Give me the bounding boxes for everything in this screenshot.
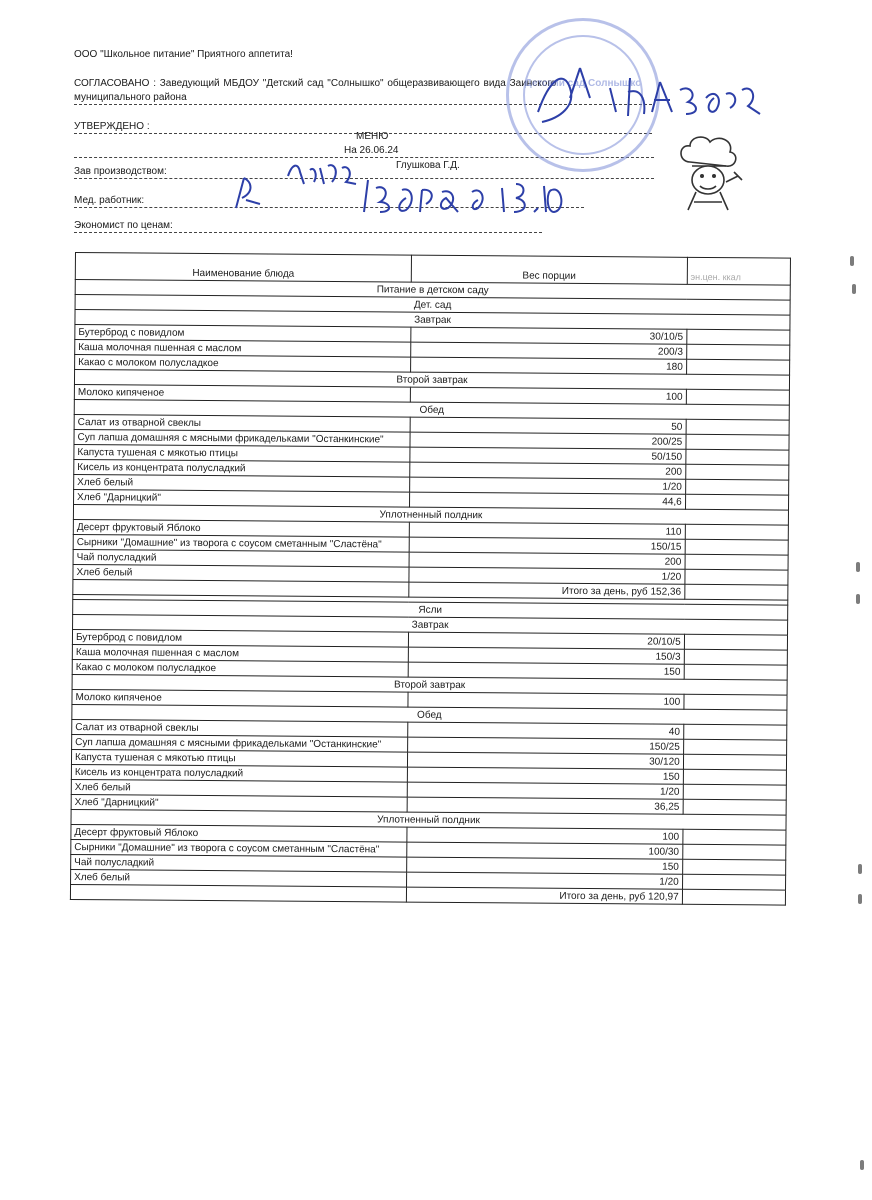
dish-price	[686, 419, 789, 435]
dish-price	[684, 634, 787, 650]
production-label: Зав производством:	[74, 166, 167, 177]
dish-name: Каша молочная пшенная с маслом	[72, 644, 408, 662]
dish-weight: 1/20	[410, 477, 686, 494]
menu-title: МЕНЮ	[356, 131, 389, 142]
dish-price	[683, 784, 786, 800]
dish-price	[685, 464, 788, 480]
dish-name: Десерт фруктовый Яблоко	[71, 824, 407, 842]
dish-price	[685, 494, 788, 510]
dish-name: Кисель из концентрата полусладкий	[71, 764, 407, 782]
dish-weight: 44,6	[409, 492, 685, 509]
dish-weight: 100	[408, 692, 684, 709]
col-price-label: эн.цен. ккал	[690, 271, 742, 283]
production-name: Глушкова Г.Д.	[396, 160, 460, 171]
dish-name: Хлеб белый	[74, 474, 410, 492]
scan-speck	[856, 594, 860, 604]
dish-weight: 150/15	[409, 537, 685, 554]
dish-name: Молоко кипяченое	[74, 384, 410, 402]
dish-weight: 100	[407, 827, 683, 844]
dish-name: Капуста тушеная с мякотью птицы	[71, 749, 407, 767]
dish-weight: 40	[408, 722, 684, 739]
total-price	[682, 889, 785, 905]
scan-speck	[858, 864, 862, 874]
dish-name: Сырники "Домашние" из творога с соусом сметанным "Сластёна"	[71, 839, 407, 857]
dish-price	[685, 539, 788, 555]
dish-price	[683, 829, 786, 845]
day-total: Итого за день, руб 120,97	[406, 887, 682, 904]
dish-weight: 100/30	[407, 842, 683, 859]
meal-title: Второй завтрак	[74, 370, 789, 391]
dish-weight: 180	[411, 357, 687, 374]
dish-price	[683, 724, 786, 740]
dish-weight: 150/25	[408, 737, 684, 754]
dish-weight: 150/3	[408, 647, 684, 664]
dish-name: Каша молочная пшенная с маслом	[75, 340, 411, 358]
meal-title: Обед	[74, 399, 789, 420]
economist-label: Экономист по ценам:	[74, 220, 173, 231]
dish-name: Суп лапша домашняя с мясными фрикадельками "Останкинские"	[72, 734, 408, 752]
dish-weight: 150	[408, 662, 684, 679]
org-name: ООО "Школьное питание" Приятного аппетита!	[74, 49, 293, 60]
dish-weight: 100	[410, 387, 686, 404]
dish-name: Чай полусладкий	[71, 854, 407, 872]
scan-speck	[860, 1160, 864, 1170]
dish-name: Кисель из концентрата полусладкий	[74, 459, 410, 477]
approver-signature	[520, 58, 770, 130]
dish-price	[685, 569, 788, 585]
dish-price	[686, 329, 789, 345]
group-title: Дет. сад	[75, 295, 790, 316]
scan-speck	[850, 256, 854, 266]
dish-weight: 110	[409, 522, 685, 539]
menu-table	[70, 252, 791, 906]
dish-price	[686, 344, 789, 360]
dish-price	[684, 664, 787, 680]
dish-name: Хлеб белый	[73, 564, 409, 582]
dish-price	[684, 694, 787, 710]
dish-price	[683, 754, 786, 770]
total-spacer	[70, 884, 406, 902]
approved-line-1: СОГЛАСОВАНО : Заведующий МБДОУ "Детский сад "Солнышко" общеразвивающего вида Заинского	[74, 78, 557, 89]
dish-price	[682, 859, 785, 875]
dish-weight: 200/3	[411, 342, 687, 359]
dish-price	[685, 554, 788, 570]
dish-price	[683, 799, 786, 815]
dish-name: Суп лапша домашняя с мясными фрикадельками "Останкинские"	[74, 429, 410, 447]
dish-weight: 1/20	[407, 782, 683, 799]
dish-weight: 200/25	[410, 432, 686, 449]
scan-speck	[852, 284, 856, 294]
total-price	[684, 584, 787, 600]
dish-name: Сырники "Домашние" из творога с соусом сметанным "Сластёна"	[73, 534, 409, 552]
dish-weight: 150	[407, 767, 683, 784]
dish-name: Десерт фруктовый Яблоко	[73, 519, 409, 537]
table-title: Питание в детском саду	[75, 280, 790, 301]
dish-name: Бутерброд с повидлом	[75, 325, 411, 343]
dish-weight: 200	[410, 462, 686, 479]
dish-name: Хлеб белый	[71, 779, 407, 797]
dish-name: Чай полусладкий	[73, 549, 409, 567]
dish-price	[682, 844, 785, 860]
approved-line-2: муниципального района	[74, 92, 187, 103]
dish-name: Какао с молоком полусладкое	[72, 659, 408, 677]
dish-name: Молоко кипяченое	[72, 689, 408, 707]
dish-price	[684, 649, 787, 665]
dish-weight: 50/150	[410, 447, 686, 464]
meal-title: Завтрак	[73, 614, 788, 635]
dish-price	[682, 874, 785, 890]
dish-name: Салат из отварной свеклы	[74, 414, 410, 432]
dish-price	[683, 769, 786, 785]
dish-name: Какао с молоком полусладкое	[75, 355, 411, 373]
meal-title: Обед	[72, 704, 787, 725]
meal-title: Уплотненный полдник	[73, 504, 788, 525]
group-title: Ясли	[73, 599, 788, 620]
dish-price	[683, 739, 786, 755]
dish-price	[686, 449, 789, 465]
dish-name: Хлеб "Дарницкий"	[74, 489, 410, 507]
dish-price	[685, 524, 788, 540]
col-dish-header: Наименование блюда	[75, 253, 411, 283]
dish-weight: 36,25	[407, 797, 683, 814]
dish-name: Бутерброд с повидлом	[72, 629, 408, 647]
col-weight-header: Вес порции	[411, 255, 687, 284]
dish-weight: 200	[409, 552, 685, 569]
dish-weight: 1/20	[406, 872, 682, 889]
dish-name: Капуста тушеная с мякотью птицы	[74, 444, 410, 462]
meal-title: Второй завтрак	[72, 674, 787, 695]
meal-title: Завтрак	[75, 310, 790, 331]
dish-name: Хлеб "Дарницкий"	[71, 794, 407, 812]
dish-name: Хлеб белый	[71, 869, 407, 887]
medic-signature	[226, 168, 566, 220]
dish-price	[686, 389, 789, 405]
dish-weight: 1/20	[409, 567, 685, 584]
dish-weight: 150	[407, 857, 683, 874]
meal-title: Уплотненный полдник	[71, 809, 786, 830]
col-price-header	[687, 257, 791, 285]
confirmed-label: УТВЕРЖДЕНО :	[74, 121, 150, 132]
dish-price	[685, 479, 788, 495]
dish-price	[686, 359, 789, 375]
scan-speck	[856, 562, 860, 572]
dish-price	[686, 434, 789, 450]
dish-weight: 20/10/5	[408, 632, 684, 649]
dish-weight: 50	[410, 417, 686, 434]
economist-underline	[74, 232, 542, 233]
scan-speck	[858, 894, 862, 904]
dish-weight: 30/120	[407, 752, 683, 769]
chef-icon	[672, 132, 744, 214]
menu-table-body	[70, 253, 790, 906]
medic-label: Мед. работник:	[74, 195, 145, 206]
day-total: Итого за день, руб 152,36	[409, 582, 685, 599]
dish-weight: 30/10/5	[411, 327, 687, 344]
menu-date: На 26.06.24	[344, 145, 399, 156]
dish-name: Салат из отварной свеклы	[72, 719, 408, 737]
stamp-text: Детский сад Солнышко	[524, 78, 642, 89]
